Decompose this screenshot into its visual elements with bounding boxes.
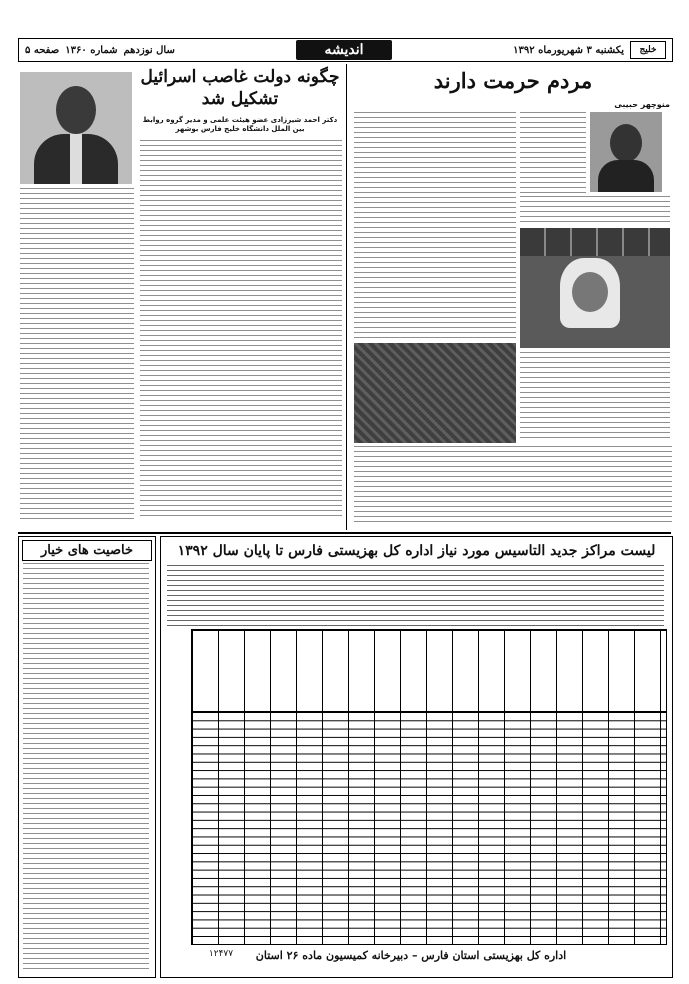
article1-text-col1b [520, 196, 670, 226]
article1-text-col1 [520, 112, 586, 194]
politician-photo-collage [520, 228, 670, 348]
author-photo-shirzadi [20, 72, 132, 184]
article1-text-col3 [520, 352, 670, 442]
ad-intro-text [167, 565, 664, 627]
column-divider [346, 64, 347, 530]
page-number: صفحه ۵ [25, 44, 60, 56]
article1-text-bottom [354, 446, 672, 526]
behzisti-ad [160, 536, 673, 978]
article2-title [140, 66, 340, 110]
parliament-photo [354, 343, 516, 443]
issue-number: شماره ۱۳۶۰ [65, 44, 118, 56]
section-separator [18, 532, 671, 534]
volume-year: سال نوزدهم [123, 44, 175, 56]
section-title: اندیشه [296, 40, 391, 60]
author-photo-habibi [590, 112, 662, 192]
article1-text-col2 [354, 112, 516, 340]
newspaper-logo: خلیج [630, 41, 666, 59]
masthead-right [507, 41, 672, 59]
article1-title: مردم حرمت دارند [433, 68, 593, 93]
article2-title-line2: تشکیل شد [201, 89, 279, 109]
article2-text-col2 [20, 188, 134, 520]
issue-date: یکشنبه ۳ شهریورماه ۱۳۹۲ [513, 44, 624, 56]
ad-table-body [191, 711, 667, 945]
sidebar-text [23, 563, 149, 971]
sidebar-box [18, 536, 156, 978]
article2-title-line1: چگونه دولت غاصب اسرائیل [140, 67, 340, 87]
masthead-left [19, 45, 181, 56]
ad-footer: اداره کل بهزیستی استان فارس – دبیرخانه کمیسیون ماده ۲۶ استان [255, 949, 567, 962]
ad-title: لیست مراکز جدید التاسیس مورد نیاز اداره کل بهزیستی فارس تا پایان سال ۱۳۹۲ [177, 543, 656, 559]
article1-author: منوچهر حبیبی [614, 100, 670, 109]
sidebar-title: خاصیت های خیار [22, 540, 152, 561]
ad-code: ۱۲۴۷۷ [208, 949, 234, 959]
ad-table-header [191, 629, 667, 713]
article2-author: دکتر احمد شیرزادی عضو هیئت علمی و مدیر گروه روابط بین الملل دانشگاه خلیج فارس بوشهر [142, 116, 338, 133]
article2-text-col1 [140, 140, 342, 520]
masthead [18, 38, 673, 62]
